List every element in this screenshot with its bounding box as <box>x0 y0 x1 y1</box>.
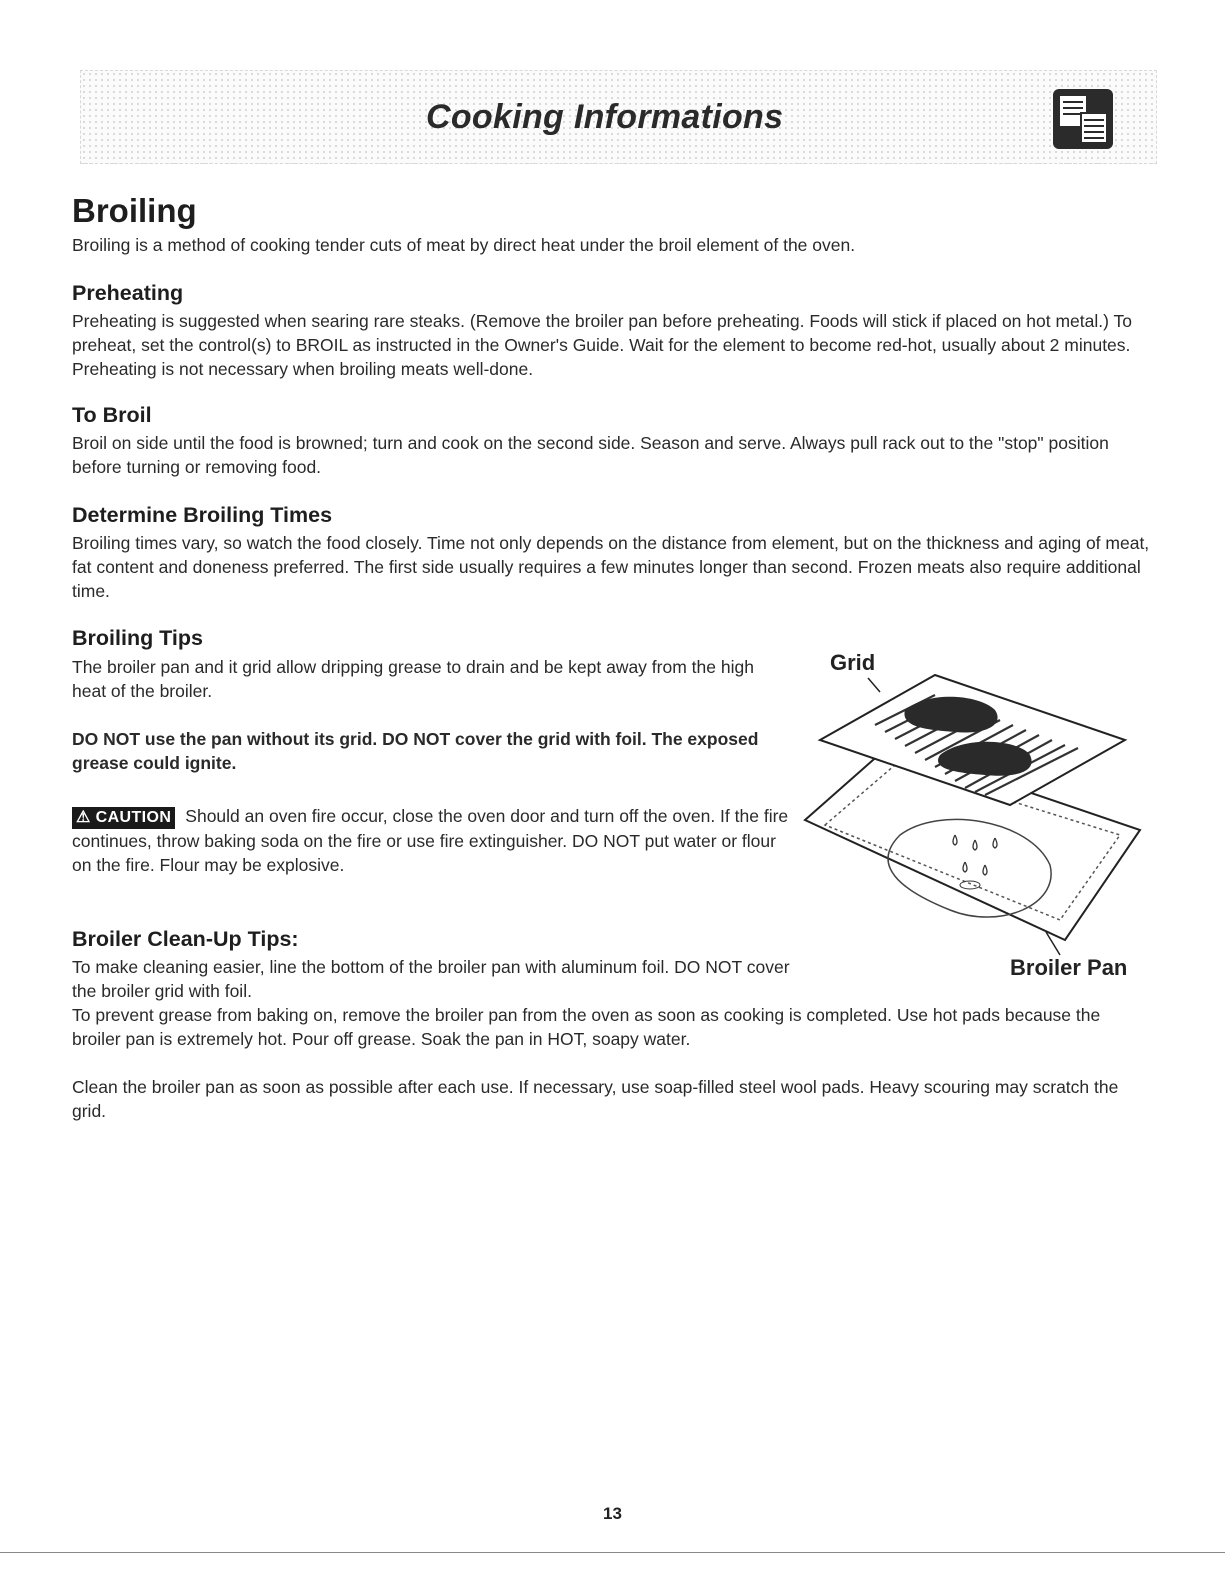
page-number: 13 <box>603 1504 622 1523</box>
preheating-text: Preheating is suggested when searing rare steaks. (Remove the broiler pan before preheating. Foods will stick if placed on hot metal.) To preheat, set the control(s) to BROIL as instructed in the Owner's Guide. Wait for the element to become red-hot, usually about 2 minutes. Preheating is not necessary when broiling meats well-done. <box>72 311 1132 379</box>
grid-warning-text: DO NOT use the pan without its grid. DO NOT cover the grid with foil. The exposed grease could ignite. <box>72 729 759 773</box>
section-title: Broiling <box>72 192 197 229</box>
broiler-pan-illustration <box>780 640 1180 1000</box>
warning-triangle-icon: ⚠ <box>76 809 91 826</box>
cleanup-text-2-body: To prevent grease from baking on, remove the broiler pan from the oven as soon as cooking is completed. Use hot pads because the broiler pan is extremely hot. Pour off grease. Soak the pan in HOT, soapy water. <box>72 1005 1101 1049</box>
broiler-pan-figure <box>780 640 1180 1000</box>
cleanup-text-1: To make cleaning easier, line the bottom of the broiler pan with aluminum foil. DO NOT cover the broiler grid with foil. <box>72 957 790 1001</box>
cleanup-heading: Broiler Clean-Up Tips: <box>72 927 299 951</box>
caution-badge <box>72 807 175 829</box>
broiling-times-text: Broiling times vary, so watch the food closely. Time not only depends on the distance from element, but on the thickness and aging of meat, fat content and doneness preferred. The first side usually requires a few minutes longer than second. Frozen meats also require additional time. <box>72 533 1150 601</box>
broiling-tips-heading: Broiling Tips <box>72 626 203 650</box>
header-title: Cooking Informations <box>426 98 784 136</box>
preheating-heading: Preheating <box>72 281 184 305</box>
header-banner <box>80 70 1157 164</box>
to-broil-text: Broil on side until the food is browned; turn and cook on the second side. Season and serve. Always pull rack out to the "stop" position before turning or removing food. <box>72 433 1109 477</box>
caution-text: Should an oven fire occur, close the oven door and turn off the oven. If the fire continues, throw baking soda on the fire or use fire extinguisher. DO NOT put water or flour on the fire. Flour may be explosive. <box>72 806 789 875</box>
cooking-guide-icon <box>1051 87 1115 151</box>
caution-badge-label: CAUTION <box>95 809 172 826</box>
broiling-times-heading: Determine Broiling Times <box>72 503 333 527</box>
broiling-tips-text: The broiler pan and it grid allow dripping grease to drain and be kept away from the high heat of the broiler. <box>72 657 754 701</box>
cleanup-text-2 <box>72 1003 1152 1051</box>
grid-label: Grid <box>830 650 876 675</box>
footer-rule <box>0 1552 1225 1553</box>
caution-paragraph <box>72 804 792 877</box>
to-broil-heading: To Broil <box>72 403 152 427</box>
intro-text: Broiling is a method of cooking tender cuts of meat by direct heat under the broil element of the oven. <box>72 235 856 255</box>
broiler-pan-label: Broiler Pan <box>1010 955 1128 980</box>
cleanup-text-3: Clean the broiler pan as soon as possible after each use. If necessary, use soap-filled steel wool pads. Heavy scouring may scratch the grid. <box>72 1077 1119 1121</box>
